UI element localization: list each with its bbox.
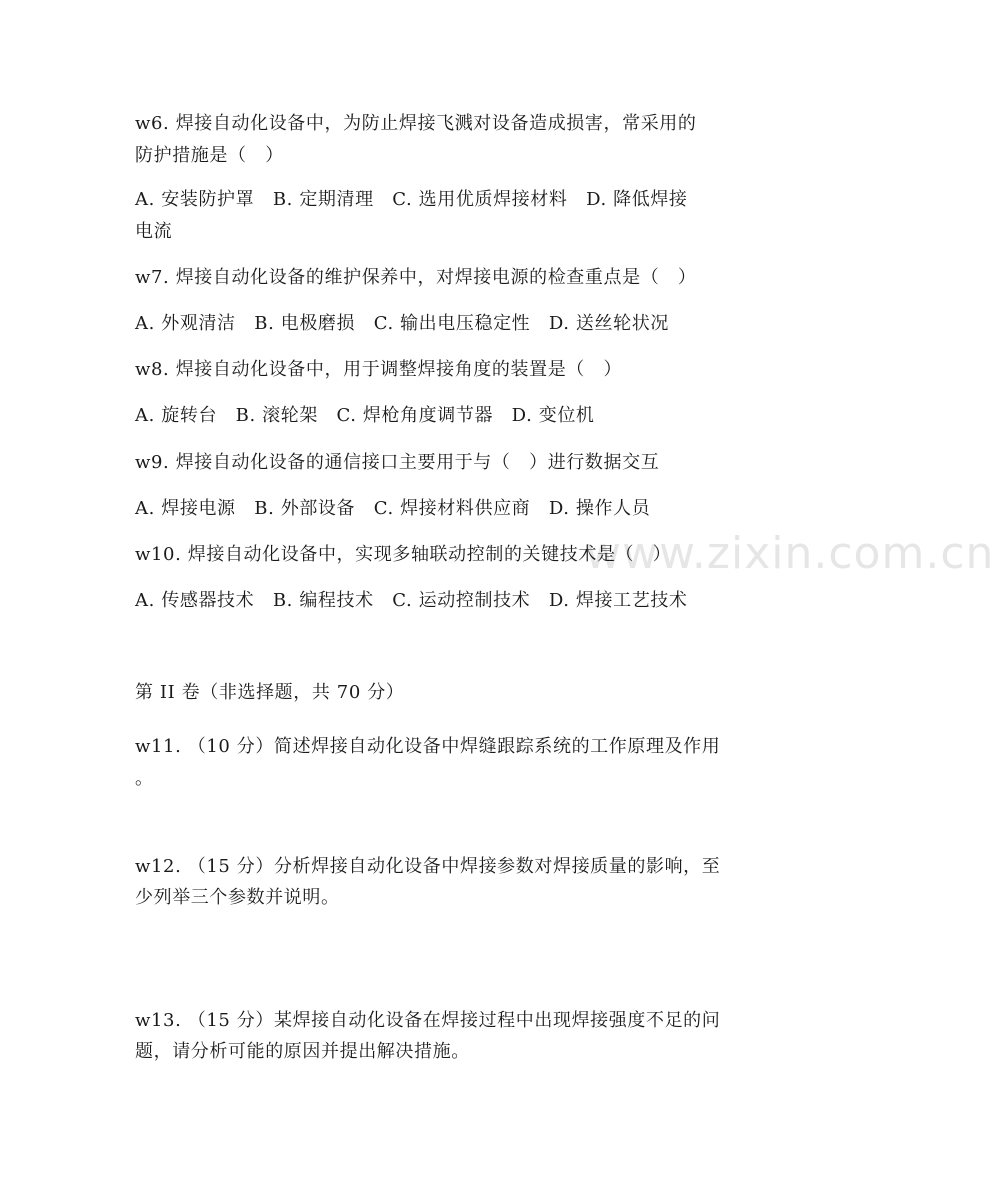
question-13-text-line-1: w13. （15 分）某焊接自动化设备在焊接过程中出现焊接强度不足的问 <box>135 1010 721 1031</box>
question-6-text-line-1: w6. 焊接自动化设备中，为防止焊接飞溅对设备造成损害，常采用的 <box>135 113 697 134</box>
question-10-options: A. 传感器技术 B. 编程技术 C. 运动控制技术 D. 焊接工艺技术 <box>135 590 688 611</box>
question-7-text: w7. 焊接自动化设备的维护保养中，对焊接电源的检查重点是（ ） <box>135 267 697 288</box>
question-11-text-line-1: w11. （10 分）简述焊接自动化设备中焊缝跟踪系统的工作原理及作用 <box>135 736 721 757</box>
question-6-options-line-1: A. 安装防护罩 B. 定期清理 C. 选用优质焊接材料 D. 降低焊接 <box>135 189 688 210</box>
question-12-text-line-1: w12. （15 分）分析焊接自动化设备中焊接参数对焊接质量的影响，至 <box>135 856 721 877</box>
question-10-text: w10. 焊接自动化设备中，实现多轴联动控制的关键技术是（ ） <box>135 544 672 565</box>
question-13-text-line-2: 题，请分析可能的原因并提出解决措施。 <box>135 1041 470 1062</box>
question-9-text: w9. 焊接自动化设备的通信接口主要用于与（ ）进行数据交互 <box>135 452 660 473</box>
question-11-text-line-2: 。 <box>135 768 154 789</box>
question-8-options: A. 旋转台 B. 滚轮架 C. 焊枪角度调节器 D. 变位机 <box>135 405 595 426</box>
watermark: www.zixin.com.cn <box>585 528 994 579</box>
section-2-title: 第 II 卷（非选择题，共 70 分） <box>135 682 405 703</box>
question-8-text: w8. 焊接自动化设备中，用于调整焊接角度的装置是（ ） <box>135 359 623 380</box>
question-7-options: A. 外观清洁 B. 电极磨损 C. 输出电压稳定性 D. 送丝轮状况 <box>135 313 669 334</box>
question-12-text-line-2: 少列举三个参数并说明。 <box>135 887 340 908</box>
question-6-text-line-2: 防护措施是（ ） <box>135 145 284 166</box>
question-9-options: A. 焊接电源 B. 外部设备 C. 焊接材料供应商 D. 操作人员 <box>135 498 651 519</box>
question-6-options-line-2: 电流 <box>135 221 173 242</box>
